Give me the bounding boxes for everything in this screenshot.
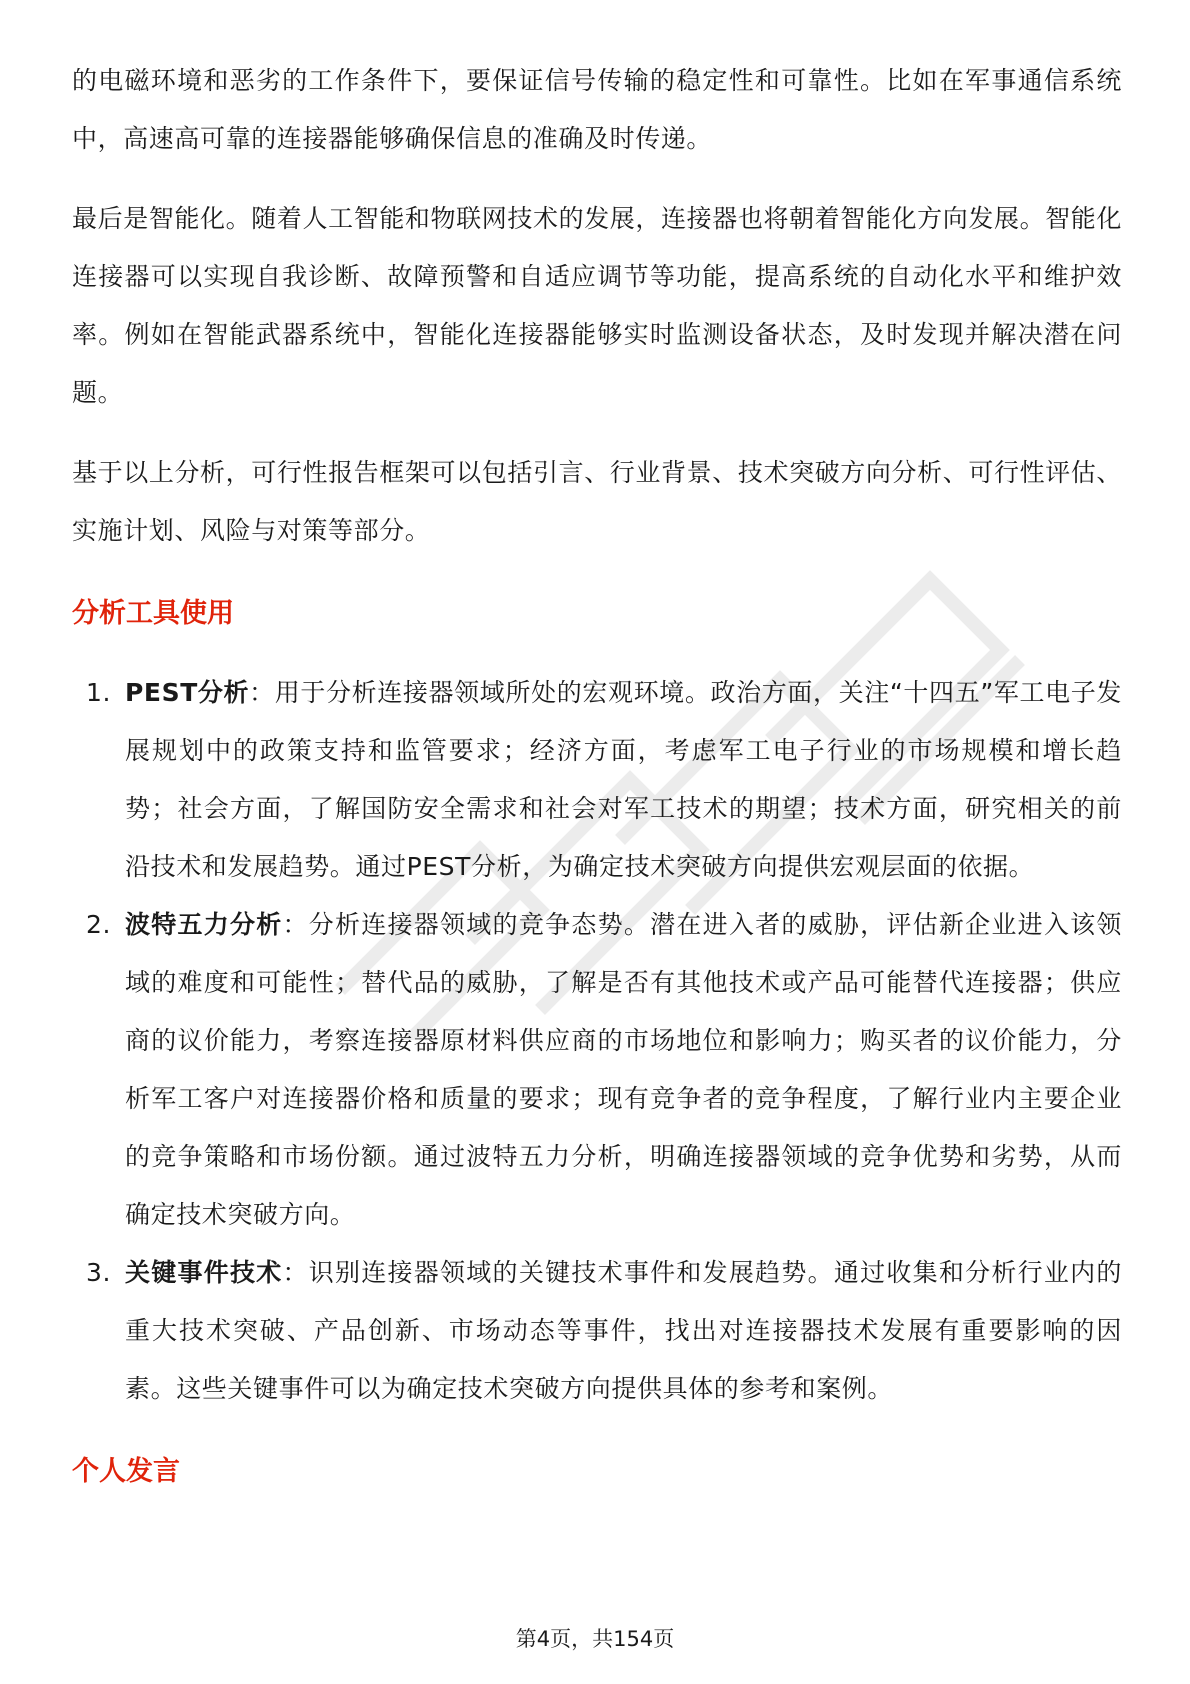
- list-item-text: ：分析连接器领域的竞争态势。潜在进入者的威胁，评估新企业进入该领域的难度和可能性；替代品的威胁，了解是否有其他技术或产品可能替代连接器；供应商的议价能力，考察连接器原材料供应商的市场地位和影响力；购买者的议价能力，分析军工客户对连接器价格和质量的要求；现有竞争者的竞争程度，了解行业内主要企业的竞争策略和市场份额。通过波特五力分析，明确连接器领域的竞争优势和劣势，从而确定技术突破方向。: [125, 910, 1122, 1229]
- list-item-text: ：用于分析连接器领域所处的宏观环境。政治方面，关注“十四五”军工电子发展规划中的政策支持和监管要求；经济方面，考虑军工电子行业的市场规模和增长趋势；社会方面，了解国防安全需求和社会对军工技术的期望；技术方面，研究相关的前沿技术和发展趋势。通过PEST分析，为确定技术突破方向提供宏观层面的依据。: [125, 678, 1123, 881]
- list-item-term: 波特五力分析: [125, 910, 283, 939]
- list-item-text: ：识别连接器领域的关键技术事件和发展趋势。通过收集和分析行业内的重大技术突破、产品创新、市场动态等事件，找出对连接器技术发展有重要影响的因素。这些关键事件可以为确定技术突破方向提供具体的参考和案例。: [125, 1258, 1122, 1403]
- analysis-tools-list: [72, 664, 1122, 1418]
- paragraph-intelligence: 最后是智能化。随着人工智能和物联网技术的发展，连接器也将朝着智能化方向发展。智能化连接器可以实现自我诊断、故障预警和自适应调节等功能，提高系统的自动化水平和维护效率。例如在智能武器系统中，智能化连接器能够实时监测设备状态，及时发现并解决潜在问题。: [72, 204, 1122, 407]
- page-footer: 第4页，共154页: [515, 1627, 675, 1651]
- list-item-number: 3.: [86, 1258, 112, 1287]
- paragraph-report-framework: 基于以上分析，可行性报告框架可以包括引言、行业背景、技术突破方向分析、可行性评估、实施计划、风险与对策等部分。: [72, 458, 1122, 545]
- list-item-critical-events: [72, 1244, 1122, 1418]
- list-item-term: PEST分析: [125, 678, 250, 707]
- list-item-term: 关键事件技术: [125, 1258, 283, 1287]
- list-item-number: 2.: [86, 910, 112, 939]
- section-heading-analysis-tools: 分析工具使用: [72, 598, 234, 629]
- list-item-porter: [72, 896, 1122, 1244]
- paragraph-reliability: 的电磁环境和恶劣的工作条件下，要保证信号传输的稳定性和可靠性。比如在军事通信系统中，高速高可靠的连接器能够确保信息的准确及时传递。: [72, 66, 1122, 153]
- list-item-number: 1.: [86, 678, 112, 707]
- list-item-pest: [72, 664, 1122, 896]
- document-body: [72, 52, 1122, 1522]
- section-heading-personal-statement: 个人发言: [72, 1456, 180, 1487]
